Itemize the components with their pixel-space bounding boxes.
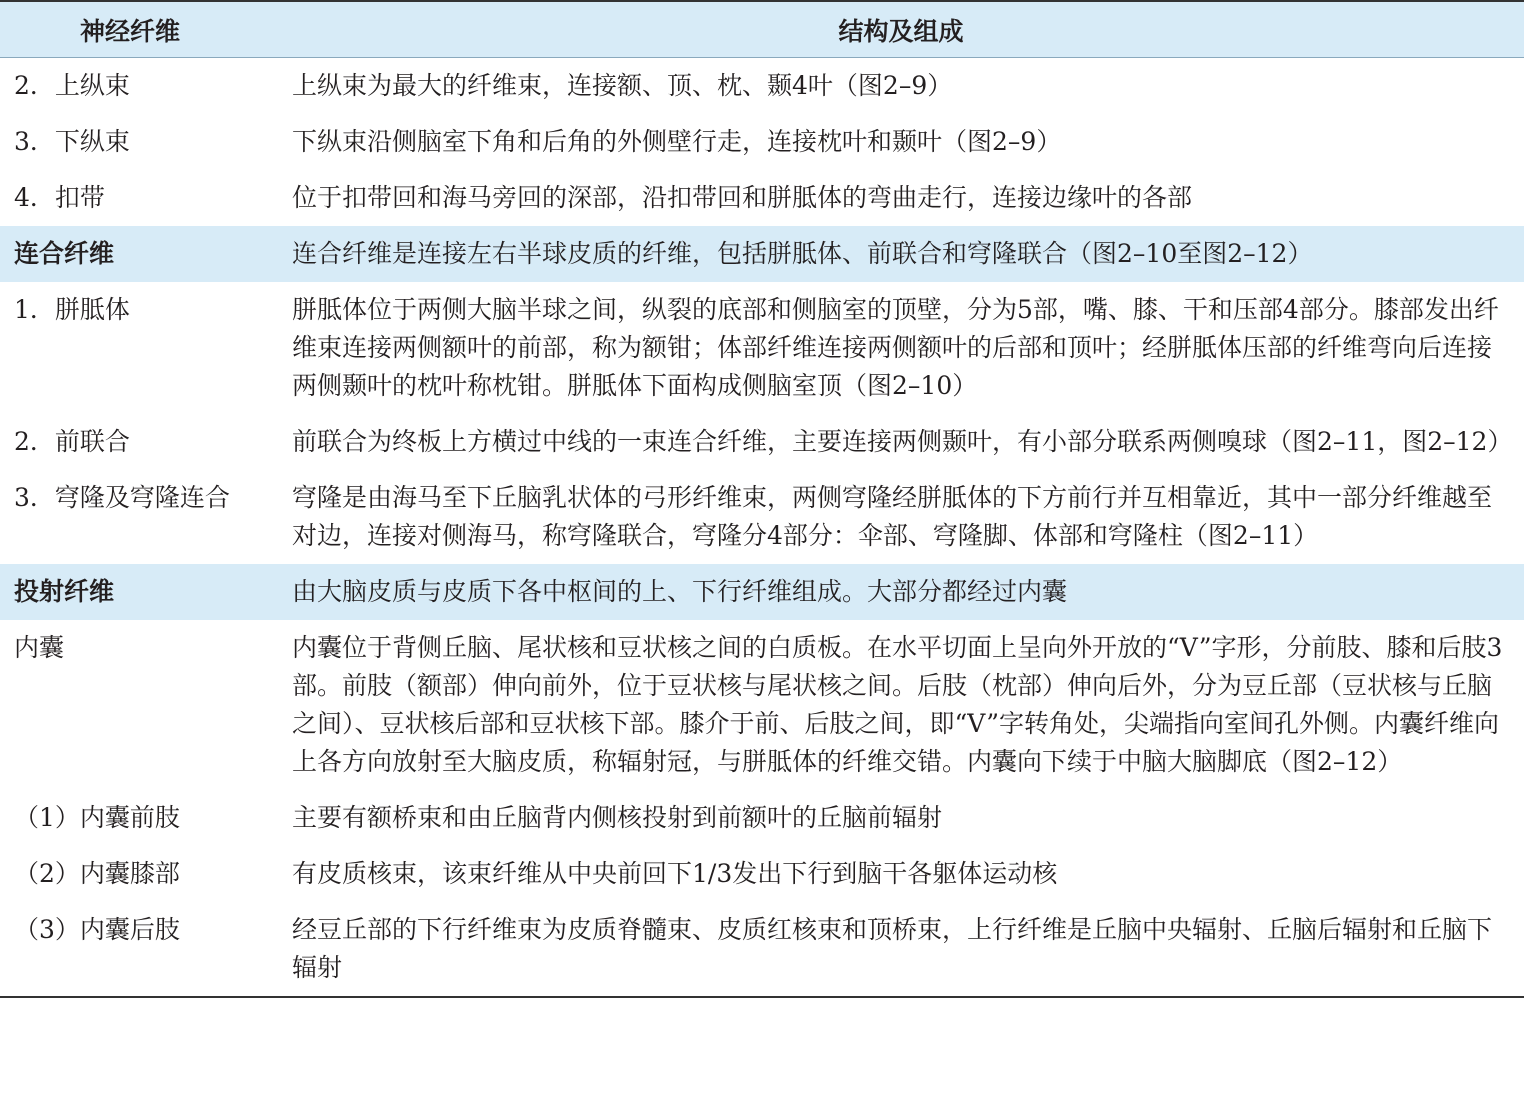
fiber-name: （3）内囊后肢 [14,915,180,944]
table-row [0,414,1524,470]
fiber-description: 胼胝体位于两侧大脑半球之间，纵裂的底部和侧脑室的顶壁，分为5部，嘴、膝、干和压部4部分。膝部发出纤维束连接两侧额叶的前部，称为额钳；体部纤维连接两侧额叶的后部和顶叶；经胼胝体压部的纤维弯向后连接两侧颞叶的枕叶称枕钳。胼胝体下面构成侧脑室顶（图2–10） [292,295,1499,400]
table-row [0,282,1524,414]
section-name: 投射纤维 [0,564,278,620]
table-header-row [0,1,1524,58]
fiber-description: 有皮质核束，该束纤维从中央前回下1/3发出下行到脑干各躯体运动核 [292,859,1058,888]
table-row [0,170,1524,226]
fiber-name: 4．扣带 [14,183,105,212]
table-row [0,58,1524,115]
table-row [0,470,1524,564]
fiber-name: 3．下纵束 [14,127,130,156]
fiber-description: 位于扣带回和海马旁回的深部，沿扣带回和胼胝体的弯曲走行，连接边缘叶的各部 [292,183,1193,212]
fiber-name: （2）内囊膝部 [14,859,180,888]
fiber-name: 1．胼胝体 [14,295,130,324]
section-row [0,226,1524,282]
column-header-structure: 结构及组成 [278,1,1524,58]
fiber-description: 下纵束沿侧脑室下角和后角的外侧壁行走，连接枕叶和颞叶（图2–9） [292,127,1062,156]
table-body [0,58,1524,998]
table-row [0,620,1524,790]
fiber-name: （1）内囊前肢 [14,803,180,832]
section-description: 连合纤维是连接左右半球皮质的纤维，包括胼胝体、前联合和穹隆联合（图2–10至图2–12） [278,226,1524,282]
table-row [0,846,1524,902]
table-row [0,902,1524,997]
column-header-fiber: 神经纤维 [0,1,278,58]
fiber-description: 上纵束为最大的纤维束，连接额、顶、枕、颞4叶（图2–9） [292,71,953,100]
fiber-name: 2．上纵束 [14,71,130,100]
fiber-description: 穹隆是由海马至下丘脑乳状体的弓形纤维束，两侧穹隆经胼胝体的下方前行并互相靠近，其中一部分纤维越至对边，连接对侧海马，称穹隆联合，穹隆分4部分：伞部、穹隆脚、体部和穹隆柱（图2–11） [292,483,1493,550]
table-row [0,790,1524,846]
fiber-description: 前联合为终板上方横过中线的一束连合纤维，主要连接两侧颞叶，有小部分联系两侧嗅球（图2–11，图2–12） [292,427,1513,456]
fiber-name: 2．前联合 [14,427,130,456]
section-row [0,564,1524,620]
fiber-description: 主要有额桥束和由丘脑背内侧核投射到前额叶的丘脑前辐射 [292,803,943,832]
table-row [0,114,1524,170]
fiber-name: 内囊 [14,633,65,662]
section-name: 连合纤维 [0,226,278,282]
section-description: 由大脑皮质与皮质下各中枢间的上、下行纤维组成。大部分都经过内囊 [278,564,1524,620]
fiber-description: 经豆丘部的下行纤维束为皮质脊髓束、皮质红核束和顶桥束，上行纤维是丘脑中央辐射、丘脑后辐射和丘脑下辐射 [292,915,1493,982]
fiber-description: 内囊位于背侧丘脑、尾状核和豆状核之间的白质板。在水平切面上呈向外开放的“V”字形，分前肢、膝和后肢3部。前肢（额部）伸向前外，位于豆状核与尾状核之间。后肢（枕部）伸向后外，分为豆丘部（豆状核与丘脑之间）、豆状核后部和豆状核下部。膝介于前、后肢之间，即“V”字转角处，尖端指向室间孔外侧。内囊纤维向上各方向放射至大脑皮质，称辐射冠，与胼胝体的纤维交错。内囊向下续于中脑大脑脚底（图2–12） [292,633,1503,776]
fiber-name: 3．穹隆及穹隆连合 [14,483,230,512]
